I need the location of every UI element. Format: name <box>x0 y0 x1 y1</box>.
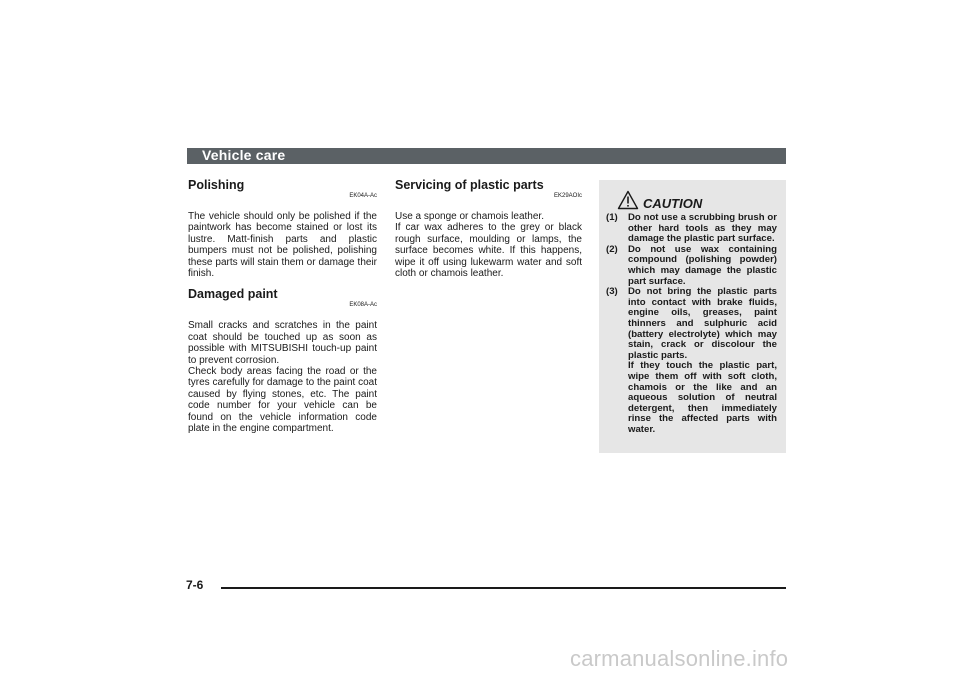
caution-item-number: (1) <box>606 212 618 223</box>
plastic-parts-heading: Servicing of plastic parts <box>395 178 544 192</box>
footer-rule <box>221 587 786 589</box>
damaged-paint-text-1: Small cracks and scratches in the paint coat should be touched up as soon as possible with MITSUBISHI touch-up paint to prevent corrosion. <box>188 320 377 366</box>
caution-header <box>617 190 757 214</box>
caution-item-number: (2) <box>606 243 618 255</box>
polishing-heading: Polishing <box>188 178 245 192</box>
page-number: 7-6 <box>186 578 204 592</box>
caution-list <box>606 213 777 435</box>
middle-column <box>395 178 582 279</box>
polishing-code: EK04A-Ac <box>349 193 377 199</box>
damaged-paint-text-2: Check body areas facing the road or the tyres carefully for damage to the paint coat caused by flying stones, etc. The paint code number for your vehicle can be found on the vehicle information code plate in the engine compartment. <box>188 366 377 435</box>
caution-box <box>599 180 786 453</box>
watermark-text: carmanualsonline.info <box>570 646 789 671</box>
caution-item-3 <box>606 287 777 435</box>
caution-item-text-extra: If they touch the plastic part, wipe them off with soft cloth, chamois or the like and an aqueous solution of neutral detergent, then immediately rinse the affected parts with water. <box>628 360 777 435</box>
left-column <box>188 178 377 435</box>
caution-item-1 <box>606 213 777 245</box>
caution-item-number: (3) <box>606 286 618 298</box>
section-title: Vehicle care <box>202 147 286 163</box>
warning-triangle-icon <box>617 190 639 210</box>
caution-item-text: Do not use wax containing compound (polishing powder) which may damage the plastic part surface. <box>628 243 777 287</box>
caution-label: CAUTION <box>643 196 703 211</box>
damaged-paint-code: EK08A-Ac <box>349 302 377 309</box>
damaged-paint-heading: Damaged paint <box>188 287 278 302</box>
section-header-bar <box>187 148 786 164</box>
plastic-parts-code: EK29AOIc <box>553 193 582 199</box>
plastic-parts-text-2: If car wax adheres to the grey or black rough surface, moulding or lamps, the surface becomes white. If this happens, wipe it off using lukewarm water and soft cloth or chamois leather. <box>395 222 582 280</box>
caution-item-text: Do not use a scrubbing brush or other hard tools as they may damage the plastic part surface. <box>628 212 777 245</box>
caution-item-2 <box>606 245 777 287</box>
caution-item-text: Do not bring the plastic parts into contact with brake fluids, engine oils, greases, paint thinners and sulphuric acid (battery electrolyte) which may stain, crack or discolour the plastic parts. <box>628 286 777 361</box>
polishing-text: The vehicle should only be polished if the paintwork has become stained or lost its lustre. Matt-finish parts and plastic bumpers must not be polished, polishing these parts will stain them or damage their finish. <box>188 211 377 280</box>
plastic-parts-text-1: Use a sponge or chamois leather. <box>395 211 544 222</box>
